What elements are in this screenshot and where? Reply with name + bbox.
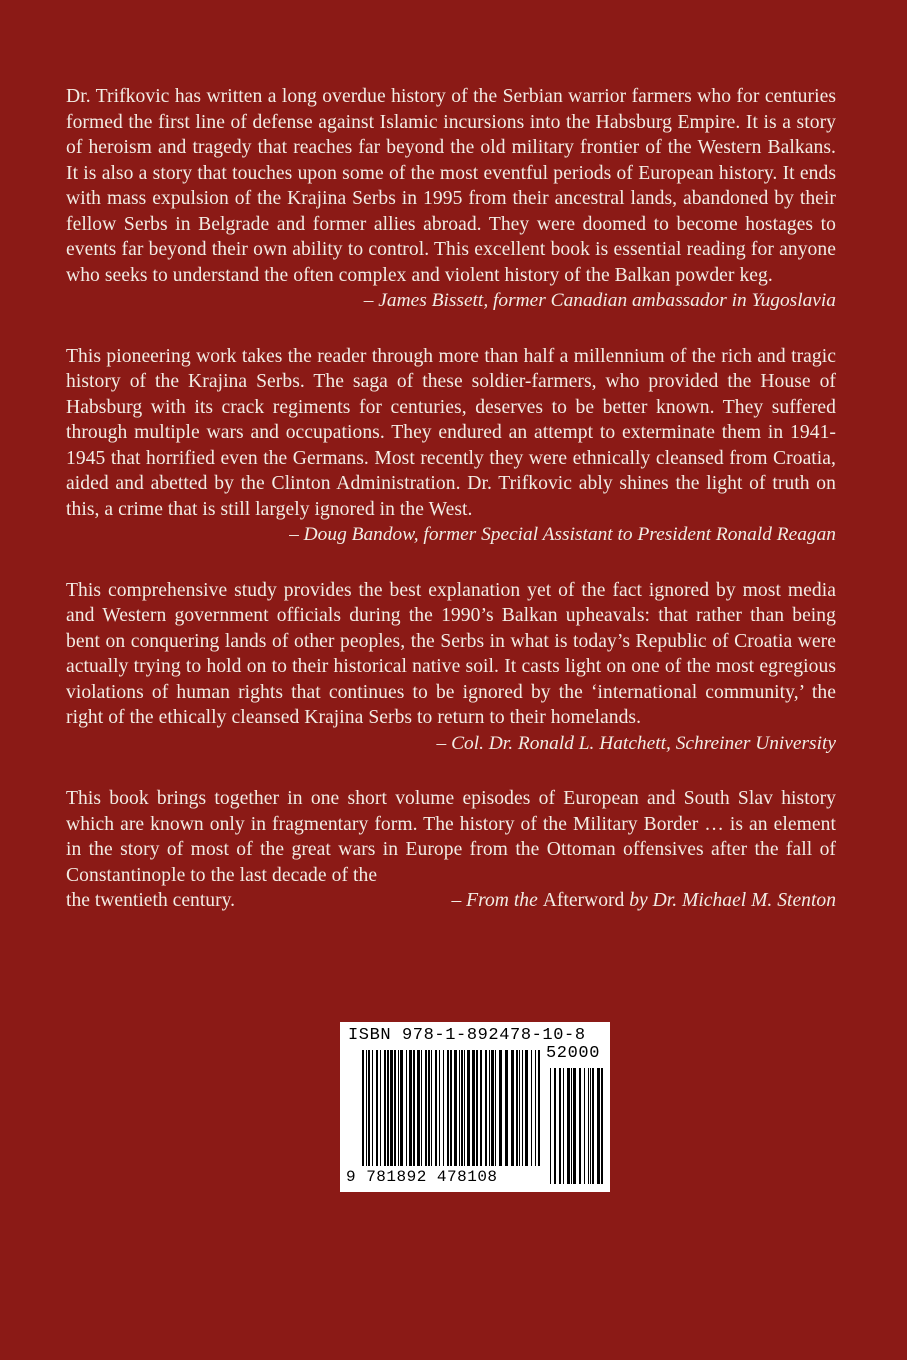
barcode-addon-bar — [588, 1068, 589, 1184]
barcode-bar — [400, 1050, 403, 1166]
barcode-bar — [519, 1050, 520, 1166]
barcode-bar — [531, 1050, 532, 1166]
review-text: This comprehensive study provides the best explanation yet of the fact ignored by most media and Western government officials during the 1990’s Balkan upheavals: that rather than being bent on conquering lands of other peoples, the Serbs in what is today’s Republic of Croatia were actually trying to hold on to their historical native soil. It casts light on one of the most egregious violations of human rights that continues to be ignored by the ‘international community,’ the right of the ethically cleansed Krajina Serbs to return to their homelands. — [66, 579, 836, 728]
price-code: 52000 — [545, 1044, 600, 1063]
afterword-text: This book brings together in one short volume episodes of European and South Slav history which are known only in fragmentary form. The history of the Military Border … is an element in the story of most of the great wars in Europe from the Ottoman offensives after the fall of Constantinople to the last decade of the — [66, 788, 836, 886]
review-attribution: – Doug Bandow, former Special Assistant to President Ronald Reagan — [289, 524, 836, 545]
attribution-prefix: – From the — [451, 890, 538, 911]
barcode-bar — [491, 1050, 494, 1166]
afterword-excerpt — [66, 786, 836, 914]
barcode-bar — [368, 1050, 370, 1166]
barcode-bar — [443, 1050, 444, 1166]
barcode-bar — [431, 1050, 432, 1166]
barcode-addon-bar — [584, 1068, 585, 1184]
barcode-bar — [413, 1050, 415, 1166]
barcode-bar — [459, 1050, 460, 1166]
barcode-bar — [495, 1050, 496, 1166]
barcode-bar — [464, 1050, 465, 1166]
barcode-bar — [467, 1050, 470, 1166]
barcode-bar — [476, 1050, 478, 1166]
review-attribution: – Col. Dr. Ronald L. Hatchett, Schreiner University — [436, 732, 836, 754]
barcode-addon-bar — [571, 1068, 572, 1184]
barcode-bar — [425, 1050, 427, 1166]
barcode-bar — [489, 1050, 490, 1166]
barcode-bar — [450, 1050, 452, 1166]
barcode-bar — [499, 1050, 502, 1166]
afterword-last-line — [66, 888, 836, 914]
barcode-addon-bar — [590, 1068, 591, 1184]
barcode-bar — [525, 1050, 528, 1166]
barcode-addon-bar — [579, 1068, 581, 1184]
barcode-addon-bar — [559, 1068, 561, 1184]
review-bandow — [66, 344, 836, 548]
barcode-bar — [435, 1050, 437, 1166]
barcode-bar — [461, 1050, 463, 1166]
barcode-bar — [516, 1050, 518, 1166]
barcode-addon-bar — [601, 1068, 603, 1184]
attribution-title: Afterword — [542, 890, 625, 911]
barcode-bar — [511, 1050, 514, 1166]
barcode-bar — [485, 1050, 487, 1166]
barcode-bar — [447, 1050, 449, 1166]
barcode-bar — [380, 1050, 381, 1166]
barcode-addon-bar — [550, 1068, 551, 1184]
barcode-bar — [472, 1050, 475, 1166]
barcode-bar — [390, 1050, 393, 1166]
barcode-bar — [366, 1050, 367, 1166]
barcode-bar — [384, 1050, 386, 1166]
barcode-bar — [480, 1050, 482, 1166]
review-text: This pioneering work takes the reader through more than half a millennium of the rich and tragic history of the Krajina Serbs. The saga of these soldier-farmers, who provided the House of Habsburg with its crack regiments for centuries, deserves to be better known. They suffered through multiple wars and occupations. They endured an attempt to exterminate them in 1941-1945 that horrified even the Germans. Most recently they were ethnically cleansed from Croatia, aided and abetted by the Clinton Administration. Dr. Trifkovic ably shines the light of truth on this, a crime that is still largely ignored in the West. — [66, 345, 836, 520]
barcode-bar — [428, 1050, 430, 1166]
barcode-bar — [376, 1050, 378, 1166]
barcode-bar — [439, 1050, 440, 1166]
barcode-bar — [538, 1050, 540, 1166]
barcode-bar — [421, 1050, 422, 1166]
afterword-final-words: the twentieth century. — [66, 890, 236, 911]
attribution-suffix: by Dr. Michael M. Stenton — [629, 890, 836, 911]
barcode-addon-bar — [567, 1068, 570, 1184]
barcode-bar — [417, 1050, 420, 1166]
ean-digits: 9 781892 478108 — [346, 1168, 498, 1186]
barcode-bar — [505, 1050, 508, 1166]
barcode-bar — [362, 1050, 364, 1166]
review-hatchett — [66, 578, 836, 757]
barcode-addon-bar — [563, 1068, 564, 1184]
review-attribution: – James Bissett, former Canadian ambassador in Yugoslavia — [363, 290, 836, 311]
barcode-bar — [398, 1050, 399, 1166]
afterword-attribution — [451, 888, 836, 914]
barcode-bar — [406, 1050, 407, 1166]
barcode-addon-bar — [597, 1068, 600, 1184]
review-bissett — [66, 84, 836, 314]
barcode-bar — [409, 1050, 412, 1166]
barcode-bar — [454, 1050, 457, 1166]
isbn-label: ISBN 978-1-892478-10-8 — [348, 1026, 586, 1045]
barcode-addon-bar — [592, 1068, 594, 1184]
barcode-addon-bar — [554, 1068, 556, 1184]
review-text: Dr. Trifkovic has written a long overdue history of the Serbian warrior farmers who for centuries formed the first line of defense against Islamic incursions into the Habsburg Empire. It is a story of heroism and tragedy that reaches far beyond the old military frontier of the Western Balkans. It is also a story that touches upon some of the most eventful periods of European history. It ends with mass expulsion of the Krajina Serbs in 1995 from their ancestral lands, abandoned by their fellow Serbs in Belgrade and former allies abroad. They were doomed to become hostages to events far beyond their own ability to control. This excellent book is essential reading for anyone who seeks to understand the often complex and violent history of the Balkan powder keg. — [66, 86, 836, 286]
barcode-bar — [535, 1050, 536, 1166]
barcode-bar — [522, 1050, 523, 1166]
barcode-addon-bar — [573, 1068, 576, 1184]
barcode-bar — [372, 1050, 373, 1166]
reviews-section — [66, 84, 836, 944]
isbn-barcode — [340, 1022, 610, 1192]
barcode-bar — [394, 1050, 396, 1166]
barcode-bar — [387, 1050, 389, 1166]
